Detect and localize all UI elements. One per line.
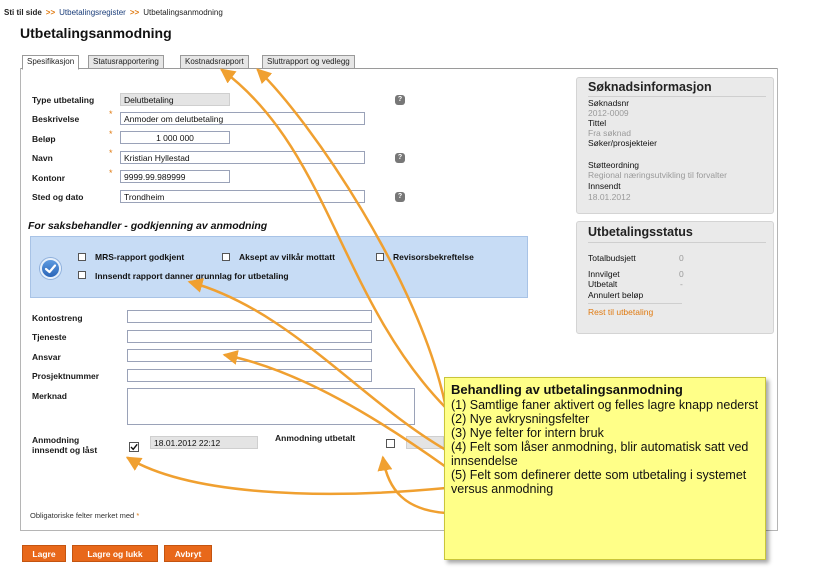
utbetalt-info-value: -	[680, 279, 683, 289]
prosjektnummer-input[interactable]	[127, 369, 372, 382]
utbetalingsstatus-title: Utbetalingsstatus	[588, 225, 693, 239]
grunnlag-checkbox-label: Innsendt rapport danner grunnlag for utbetaling	[95, 271, 289, 281]
breadcrumb-separator: >>	[129, 8, 140, 17]
callout-item-5: (5) Felt som definerer dette som utbetaling i systemet versus anmodning	[451, 468, 747, 496]
required-marker: *	[109, 109, 113, 119]
utbetalt-info-label: Utbetalt	[588, 279, 618, 289]
kontostreng-input[interactable]	[127, 310, 372, 323]
prosjektnummer-label: Prosjektnummer	[32, 371, 100, 381]
callout-item-1: (1) Samtlige faner aktivert og felles lagre knapp nederst	[451, 398, 759, 412]
belop-label: Beløp	[32, 134, 56, 144]
kontonr-label: Kontonr	[32, 173, 66, 183]
callout-title: Behandling av utbetalingsanmodning	[451, 382, 683, 397]
obligatory-note	[30, 511, 139, 520]
kontonr-input[interactable]: 9999.99.989999	[120, 170, 230, 183]
tjeneste-input[interactable]	[127, 330, 372, 343]
help-icon[interactable]: ?	[395, 153, 405, 163]
soknadsnr-value: 2012-0009	[588, 108, 629, 118]
soknadsnr-label: Søknadsnr	[588, 98, 630, 108]
grunnlag-checkbox[interactable]	[78, 271, 86, 279]
checkmark-icon	[40, 258, 61, 279]
callout-item-2: (2) Nye avkrysningsfelter	[451, 412, 590, 426]
type-utbetaling-label: Type utbetaling	[32, 95, 95, 105]
help-icon[interactable]: ?	[395, 192, 405, 202]
beskrivelse-label: Beskrivelse	[32, 114, 80, 124]
tab-statusrapportering[interactable]: Statusrapportering	[88, 55, 164, 69]
obligatory-note-text: Obligatoriske felter merket med	[30, 511, 135, 520]
tab-spesifikasjon[interactable]: Spesifikasjon	[22, 55, 79, 70]
tjeneste-label: Tjeneste	[32, 332, 67, 342]
required-marker: *	[136, 511, 140, 520]
ansvar-input[interactable]	[127, 349, 372, 362]
required-marker: *	[109, 129, 113, 139]
callout-item-4: (4) Felt som låser anmodning, blir automatisk satt ved innsendelse	[451, 440, 749, 468]
breadcrumb	[4, 8, 223, 17]
breadcrumb-current: Utbetalingsanmodning	[143, 8, 223, 17]
annulert-label: Annulert beløp	[588, 290, 644, 300]
revisor-checkbox[interactable]	[376, 253, 384, 261]
utbetalt-date-field	[406, 436, 444, 449]
innvilget-value: 0	[679, 269, 684, 279]
divider	[588, 96, 766, 97]
sted-dato-label: Sted og dato	[32, 192, 84, 202]
breadcrumb-separator: >>	[45, 8, 56, 17]
page-title: Utbetalingsanmodning	[20, 25, 172, 41]
innsendt-info-label: Innsendt	[588, 181, 621, 191]
required-marker: *	[109, 148, 113, 158]
approval-box	[30, 236, 528, 298]
annotation-callout	[444, 377, 766, 560]
help-icon[interactable]: ?	[395, 95, 405, 105]
ansvar-label: Ansvar	[32, 352, 61, 362]
save-close-button[interactable]: Lagre og lukk	[72, 545, 158, 562]
innsendt-checkbox[interactable]	[129, 439, 139, 449]
innsendt-label-line2: innsendt og låst	[32, 445, 98, 455]
beskrivelse-input[interactable]: Anmoder om delutbetaling	[120, 112, 365, 125]
callout-item-3: (3) Nye felter for intern bruk	[451, 426, 604, 440]
revisor-checkbox-label: Revisorsbekreftelse	[393, 252, 474, 262]
cancel-button[interactable]: Avbryt	[164, 545, 212, 562]
tab-kostnadsrapport[interactable]: Kostnadsrapport	[180, 55, 249, 69]
rest-til-utbetaling-link[interactable]: Rest til utbetaling	[588, 307, 654, 317]
approval-section-title: For saksbehandler - godkjenning av anmodning	[28, 220, 268, 232]
stotteordning-value: Regional næringsutvikling til forvalter	[588, 170, 727, 180]
kontostreng-label: Kontostreng	[32, 313, 83, 323]
innsendt-info-value: 18.01.2012	[588, 192, 631, 202]
breadcrumb-link-register[interactable]: Utbetalingsregister	[59, 8, 126, 17]
navn-label: Navn	[32, 153, 53, 163]
aksept-checkbox-label: Aksept av vilkår mottatt	[239, 252, 335, 262]
soknad-info-title: Søknadsinformasjon	[588, 80, 712, 94]
merknad-label: Merknad	[32, 391, 67, 401]
innsendt-label-line1: Anmodning	[32, 435, 80, 445]
divider	[588, 303, 682, 304]
totalbudsjett-value: 0	[679, 253, 684, 263]
navn-input[interactable]: Kristian Hyllestad	[120, 151, 365, 164]
merknad-textarea[interactable]	[127, 388, 415, 425]
aksept-checkbox[interactable]	[222, 253, 230, 261]
mrs-checkbox[interactable]	[78, 253, 86, 261]
sted-dato-input[interactable]: Trondheim	[120, 190, 365, 203]
soker-label: Søker/prosjekteier	[588, 138, 657, 148]
required-marker: *	[109, 168, 113, 178]
type-utbetaling-field: Delutbetaling	[120, 93, 230, 106]
mrs-checkbox-label: MRS-rapport godkjent	[95, 252, 185, 262]
breadcrumb-here: Sti til side	[4, 8, 42, 17]
innvilget-label: Innvilget	[588, 269, 620, 279]
tab-sluttrapport[interactable]: Sluttrapport og vedlegg	[262, 55, 355, 69]
belop-input[interactable]: 1 000 000	[120, 131, 230, 144]
totalbudsjett-label: Totalbudsjett	[588, 253, 636, 263]
divider	[588, 242, 766, 243]
stotteordning-label: Støtteordning	[588, 160, 640, 170]
tittel-label: Tittel	[588, 118, 607, 128]
tittel-value: Fra søknad	[588, 128, 631, 138]
utbetalt-checkbox[interactable]	[386, 439, 395, 448]
innsendt-date-field: 18.01.2012 22:12	[150, 436, 258, 449]
utbetalt-label: Anmodning utbetalt	[275, 433, 356, 443]
save-button[interactable]: Lagre	[22, 545, 66, 562]
